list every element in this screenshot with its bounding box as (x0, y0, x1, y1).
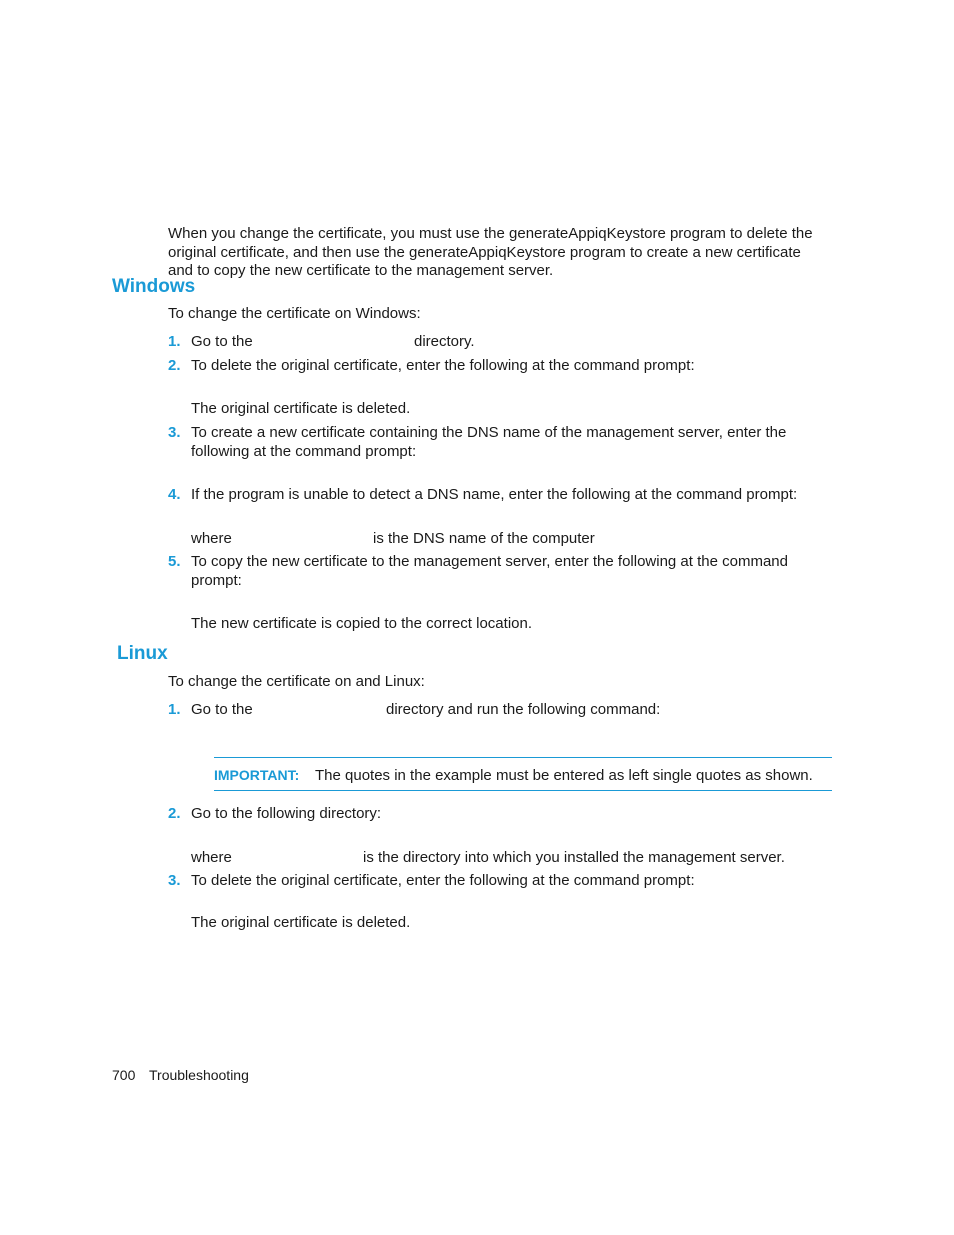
important-note (214, 757, 832, 791)
windows-step-4-text: If the program is unable to detect a DNS name, enter the following at the command prompt: (191, 486, 798, 503)
windows-step-4-number: 4. (168, 486, 181, 503)
linux-step-1-number: 1. (168, 701, 181, 718)
windows-step-4-where-post: is the DNS name of the computer (373, 530, 595, 547)
windows-step-3-number: 3. (168, 424, 181, 441)
windows-step-1-text-pre: Go to the (191, 333, 253, 350)
linux-step-1-text-pre: Go to the (191, 701, 253, 718)
linux-step-2-where-post: is the directory into which you installed the management server. (363, 849, 785, 866)
linux-step-1-text-post: directory and run the following command: (386, 701, 661, 718)
linux-heading: Linux (117, 643, 168, 664)
windows-step-3-text: To create a new certificate containing the DNS name of the management server, enter the following at the command prompt: (191, 424, 787, 460)
important-label: IMPORTANT: (214, 767, 300, 783)
windows-step-1-text-post: directory. (414, 333, 475, 350)
footer-section: Troubleshooting (149, 1067, 249, 1083)
linux-lead: To change the certificate on and Linux: (168, 673, 425, 690)
windows-step-2-text: To delete the original certificate, enter the following at the command prompt: (191, 357, 695, 374)
windows-step-5-text: To copy the new certificate to the management server, enter the following at the command prompt: (191, 553, 788, 589)
windows-step-4-where-pre: where (191, 530, 232, 547)
windows-step-5-number: 5. (168, 553, 181, 570)
linux-step-2-where-pre: where (191, 849, 232, 866)
windows-step-2-number: 2. (168, 357, 181, 374)
intro-paragraph: When you change the certificate, you must use the generateAppiqKeystore program to delete the original certificate, and then use the generateAppiqKeystore program to create a new certificate and to copy the new certificate to the management server. (168, 225, 813, 279)
windows-step-1-number: 1. (168, 333, 181, 350)
windows-step-2-result: The original certificate is deleted. (191, 400, 411, 417)
linux-step-3-text: To delete the original certificate, enter the following at the command prompt: (191, 872, 695, 889)
linux-step-3-number: 3. (168, 872, 181, 889)
linux-step-2-text: Go to the following directory: (191, 805, 382, 822)
windows-heading: Windows (112, 276, 196, 297)
page-number: 700 (112, 1067, 136, 1083)
windows-lead: To change the certificate on Windows: (168, 305, 421, 322)
windows-step-5-result: The new certificate is copied to the correct location. (191, 615, 533, 632)
linux-step-3-result: The original certificate is deleted. (191, 914, 411, 931)
important-text: The quotes in the example must be entered as left single quotes as shown. (315, 767, 813, 784)
linux-step-2-number: 2. (168, 805, 181, 822)
